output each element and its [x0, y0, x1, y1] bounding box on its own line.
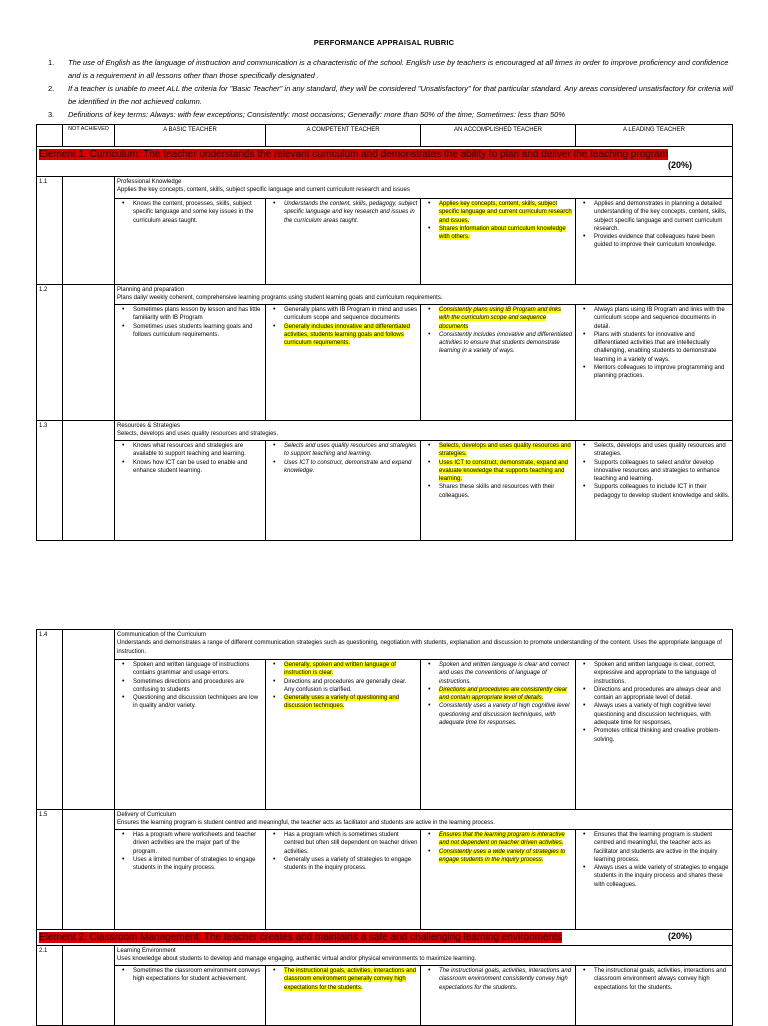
basic-criteria: [115, 660, 266, 810]
section-1-4-title-row: [37, 630, 733, 660]
section-1-4-criteria-row: [37, 660, 733, 810]
leading-criteria: [576, 305, 733, 421]
competent-criteria: [266, 441, 421, 541]
note-item: [48, 82, 738, 108]
section-index: 1.5: [37, 810, 63, 930]
section-heading: [115, 177, 733, 199]
not-achieved-cell[interactable]: [63, 177, 115, 285]
note-text: Definitions of key terms: Always: with few exceptions; Consistently: most occasions; Generally: more than 50% of the time; Sometimes: less than 50%: [68, 110, 566, 119]
criterion: • Knows the content, processes, skills, subject specific language and some key issues in the curriculum areas taught.: [133, 200, 263, 225]
section-1-2-title-row: [37, 285, 733, 305]
section-index: 1.1: [37, 177, 63, 285]
criterion: • Spoken and written language of instructions contains grammar and usage errors.: [133, 661, 263, 678]
criterion: • Ensures that the learning program is interactive and not dependent on teacher driven activities.: [439, 831, 573, 848]
criterion: • Sometimes plans lesson by lesson and has little familiarity with IB Program: [133, 306, 263, 323]
leading-criteria: [576, 660, 733, 810]
criterion: • Plans with students for innovative and differentiated activities that are intellectually challenging, enabling students to demonstrate learning in a variety of ways.: [594, 331, 730, 364]
criterion: • Provides evidence that colleagues have been guided to improve their curriculum knowledge.: [594, 233, 730, 250]
competent-criteria: [266, 199, 421, 285]
element-2-row: [37, 930, 733, 946]
element-1-row: [37, 147, 733, 177]
criterion: • Has a program which is sometimes student centred but often still dependent on teacher driven activities.: [284, 831, 418, 856]
section-title: Communication of the Curriculum: [117, 632, 207, 638]
section-subtitle: Applies the key concepts, content, skills, subject specific language and current curriculum research and issues: [117, 187, 410, 194]
criterion: • Generally plans with IB Program in mind and uses curriculum scope and sequence documents: [284, 306, 418, 323]
basic-criteria: [115, 441, 266, 541]
note-text: The use of English as the language of instruction and communication is a characteristic of the school. English use by teachers is encouraged at all times in order to improve proficiency and confidence and is a requirement in all lessons other than those specifically designated .: [68, 58, 729, 80]
criterion: • Selects, develops and uses quality resources and strategies.: [594, 442, 730, 459]
criterion: • Sometimes uses students learning goals and follows curriculum requirements.: [133, 323, 263, 340]
section-2-1-title-row: [37, 946, 733, 966]
accomplished-criteria: [421, 305, 576, 421]
element-2-cell: [37, 930, 733, 946]
leading-criteria: [576, 441, 733, 541]
header-blank: [37, 125, 63, 147]
criterion: • Applies and demonstrates in planning a detailed understanding of the key concepts, content, skills, subject specific language and current curriculum research.: [594, 200, 730, 233]
criterion: • The instructional goals, activities, interactions and classroom environment consistently convey high expectations for the students.: [439, 967, 573, 992]
section-1-3-criteria-row: [37, 441, 733, 541]
criterion: • Selects, develops and uses quality resources and strategies.: [439, 442, 573, 459]
note-number: 2.: [48, 84, 55, 93]
section-title: Resources & Strategies: [117, 423, 181, 429]
note-item: [48, 108, 738, 121]
accomplished-criteria: [421, 830, 576, 930]
rubric-table-continued: [36, 629, 733, 1026]
section-heading: [115, 285, 733, 305]
basic-criteria: [115, 305, 266, 421]
criterion: • Uses ICT to construct, demonstrate, expand and evaluate knowledge that supports teaching and learning.: [439, 459, 573, 484]
basic-criteria: [115, 966, 266, 1026]
note-number: 3.: [48, 110, 55, 119]
section-subtitle: Uses knowledge about students to develop and manage engaging, authentic virtual and/or physical environments to maximize learning.: [117, 956, 477, 963]
criterion: • Consistently plans using IB Program and links with the curriculum scope and sequence documents: [439, 306, 573, 331]
criterion: • Questioning and discussion techniques are low in quality and/or variety.: [133, 694, 263, 711]
criterion: • Directions and procedures are always clear and contain an appropriate level of detail.: [594, 686, 730, 703]
header-leading: A LEADING TEACHER: [576, 125, 733, 147]
criterion: • Consistently uses a variety of high cognitive level questioning and discussion techniques, with adequate time for responses.: [439, 702, 573, 727]
criterion: • The instructional goals, activities, interactions and classroom environment generally convey high expectations for the students.: [284, 967, 418, 992]
element-1-weight: (20%): [667, 160, 692, 170]
competent-criteria: [266, 305, 421, 421]
section-title: Delivery of Curriculum: [117, 812, 177, 818]
note-text: If a teacher is unable to meet ALL the criteria for "Basic Teacher" in any standard, they will be considered "Unsatisfactory" for that particular standard. Any areas considered unsatisfactory for criteria will be identified in the not achieved column.: [68, 84, 734, 106]
criterion: • Knows how ICT can be used to enable and enhance student learning.: [133, 459, 263, 476]
leading-criteria: [576, 830, 733, 930]
section-heading: [115, 630, 733, 660]
criterion: • Always uses a wide variety of strategies to engage students in the inquiry process and shares these with colleagues.: [594, 864, 730, 889]
section-index: 1.3: [37, 421, 63, 541]
criterion: • Sometimes the classroom environment conveys high expectations for student achievement.: [133, 967, 263, 984]
section-index: 1.4: [37, 630, 63, 810]
criterion: • Generally includes innovative and differentiated activities, students learning goals and follows curriculum requirements.: [284, 323, 418, 348]
accomplished-criteria: [421, 199, 576, 285]
section-1-5-criteria-row: [37, 830, 733, 930]
not-achieved-cell[interactable]: [63, 285, 115, 421]
section-subtitle: Selects, develops and uses quality resources and strategies.: [117, 431, 279, 438]
section-subtitle: Plans daily/ weekly coherent, comprehensive learning programs using student learning goals and curriculum requirements.: [117, 295, 443, 302]
criterion: • Shares information about curriculum knowledge with others.: [439, 225, 573, 242]
criterion: • Uses a limited number of strategies to engage students in the inquiry process.: [133, 856, 263, 873]
criterion: • Generally, spoken and written language of instruction is clear.: [284, 661, 418, 678]
criterion: • Spoken and written language is clear, correct, expressive and appropriate to the language of instructions.: [594, 661, 730, 686]
competent-criteria: [266, 966, 421, 1026]
criterion: • Always plans using IB Program and links with the curriculum scope and sequence documents in detail.: [594, 306, 730, 331]
element-2-weight: (20%): [667, 931, 692, 941]
section-1-1-criteria-row: [37, 199, 733, 285]
rubric-table-element-1: [36, 124, 733, 541]
element-2-heading: Element 2. Classroom Management: The teacher creates and maintains a safe and challenging learning environments: [39, 932, 562, 943]
section-index: 2.1: [37, 946, 63, 1026]
section-heading: [115, 946, 733, 966]
section-heading: [115, 421, 733, 441]
criterion: • Ensures that the learning program is student centred and meaningful, the teacher acts as facilitator and students are active in the inquiry learning process.: [594, 831, 730, 864]
section-title: Learning Environment: [117, 948, 176, 954]
criterion: • Mentors colleagues to improve programming and planning practices.: [594, 364, 730, 381]
accomplished-criteria: [421, 441, 576, 541]
header-competent: A COMPETENT TEACHER: [266, 125, 421, 147]
section-1-5-title-row: [37, 810, 733, 830]
document-title: PERFORMANCE APPRAISAL RUBRIC: [313, 38, 455, 47]
accomplished-criteria: [421, 966, 576, 1026]
criterion: • Generally uses a variety of questioning and discussion techniques.: [284, 694, 418, 711]
criterion: • Shares these skills and resources with their colleagues.: [439, 483, 573, 500]
competent-criteria: [266, 660, 421, 810]
criterion: • Directions and procedures are consistently clear and contain appropriate level of details.: [439, 686, 573, 703]
section-subtitle: Ensures the learning program is student centred and meaningful, the teacher acts as facilitator and students are active in the learning process.: [117, 820, 495, 827]
header-accomplished: AN ACCOMPLISHED TEACHER: [421, 125, 576, 147]
criterion: • Consistently includes innovative and differentiated activities to ensure that students demonstrate learning in a variety of ways.: [439, 331, 573, 356]
competent-criteria: [266, 830, 421, 930]
section-index: 1.2: [37, 285, 63, 421]
basic-criteria: [115, 830, 266, 930]
criterion: • Directions and procedures are generally clear. Any confusion is clarified.: [284, 678, 418, 695]
accomplished-criteria: [421, 660, 576, 810]
criterion: • Sometimes directions and procedures are confusing to students: [133, 678, 263, 695]
criterion: • Understands the content, skills, pedagogy, subject specific language and key research and issues in the curriculum areas taught.: [284, 200, 418, 225]
section-2-1-criteria-row: [37, 966, 733, 1026]
leading-criteria: [576, 966, 733, 1026]
criterion: • Knows what resources and strategies are available to support teaching and learning.: [133, 442, 263, 459]
criterion: • Uses ICT to construct, demonstrate and expand knowledge.: [284, 459, 418, 476]
not-achieved-cell[interactable]: [63, 810, 115, 930]
criterion: • Always uses a variety of high cognitive level questioning and discussion techniques, with adequate time for responses,: [594, 702, 730, 727]
criterion: • Has a program where worksheets and teacher driven activities are the major part of the program.: [133, 831, 263, 856]
section-heading: [115, 810, 733, 830]
criterion: • Consistently uses a wide variety of strategies to engage students in the inquiry process.: [439, 848, 573, 865]
criterion: • Supports colleagues to include ICT in their pedagogy to develop student knowledge and skills.: [594, 483, 730, 500]
criterion: • Applies key concepts, content, skills, subject specific language and current curriculum research and issues.: [439, 200, 573, 225]
criterion: • Spoken and written language is clear and correct and uses the conventions of language of instructions.: [439, 661, 573, 686]
section-title: Professional Knowledge: [117, 179, 182, 185]
section-1-1-title-row: [37, 177, 733, 199]
not-achieved-cell[interactable]: [63, 946, 115, 1026]
header-basic: A BASIC TEACHER: [115, 125, 266, 147]
notes-list: [48, 56, 738, 121]
criterion: • Generally uses a variety of strategies to engage students in the inquiry process.: [284, 856, 418, 873]
note-item: [48, 56, 738, 82]
header-not-achieved: NOT ACHIEVED: [63, 125, 115, 147]
section-title: Planning and preparation: [117, 287, 185, 293]
criterion: • Promotes critical thinking and creative problem-solving.: [594, 727, 730, 744]
element-1-heading: Element 1. Curriculum: The teacher understands the relevant curriculum and demonstrates the ability to plan and deliver the teaching program: [39, 149, 669, 160]
element-1-cell: [37, 147, 733, 177]
header-row: [37, 125, 733, 147]
leading-criteria: [576, 199, 733, 285]
section-1-2-criteria-row: [37, 305, 733, 421]
section-1-3-title-row: [37, 421, 733, 441]
note-number: 1.: [48, 58, 55, 67]
not-achieved-cell[interactable]: [63, 421, 115, 541]
criterion: • Selects and uses quality resources and strategies to support teaching and learning.: [284, 442, 418, 459]
not-achieved-cell[interactable]: [63, 630, 115, 810]
criterion: • The instructional goals, activities, interactions and classroom environment always convey high expectations for the students.: [594, 967, 730, 992]
section-subtitle: Understands and demonstrates a range of different communication strategies such as questioning, negotiation with students, explanation and discussion to promote understanding of the content. Uses the appropriate language of instruction.: [117, 640, 722, 655]
basic-criteria: [115, 199, 266, 285]
criterion: • Supports colleagues to select and/or develop innovative resources and strategies to enhance teaching and learning.: [594, 459, 730, 484]
